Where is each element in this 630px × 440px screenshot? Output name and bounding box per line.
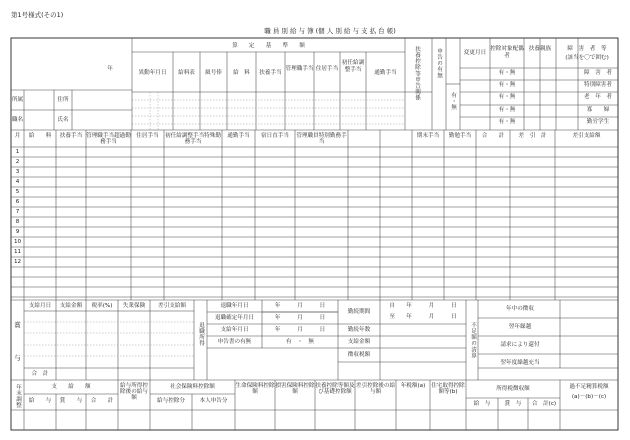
ye-col: 生命保険料控除額 bbox=[235, 383, 275, 395]
shougaisha-type: 老 年 者 bbox=[584, 94, 612, 100]
bonus-label-1: 賞 bbox=[14, 321, 21, 329]
bonus-col-header: 失業保険 bbox=[122, 303, 146, 309]
shotoku-sub: 給 与 bbox=[473, 401, 491, 407]
fuyou-shinzoku-label: 扶養親族 bbox=[528, 46, 552, 52]
monthly-header-cell: 給 料 bbox=[28, 133, 52, 139]
fusoku-row: 翌年度繰越充当 bbox=[500, 360, 540, 366]
umu-value: 有・無 bbox=[498, 82, 516, 88]
shougaisha-label: 障 害 者 等 bbox=[567, 46, 607, 52]
ye-col: 所得税徴収額 bbox=[496, 386, 530, 392]
ye-sub: 給与控除分 bbox=[157, 398, 185, 404]
col-kanrishoku: 管理職手当 bbox=[285, 66, 314, 72]
shougaisha-type: 障 害 者 bbox=[584, 70, 612, 76]
fusoku-label: 不足額の清算 bbox=[470, 322, 476, 359]
month-number: 1 bbox=[15, 149, 20, 155]
month-number: 2 bbox=[15, 159, 20, 165]
bonus-col-header: 支給月日 bbox=[28, 303, 52, 309]
month-number: 3 bbox=[15, 169, 20, 175]
month-number: 8 bbox=[15, 219, 20, 225]
monthly-header-cell: 初任給調整手当特殊勤務手当 bbox=[165, 133, 221, 145]
shokumei-label: 職名 bbox=[11, 117, 24, 123]
shinkoku-umu-label: 申告の有無 bbox=[436, 48, 442, 79]
ye-col: 給与所得控除後の給与額 bbox=[120, 383, 148, 401]
month-number: 9 bbox=[15, 229, 20, 235]
fusoku-row: 請求により還付 bbox=[500, 342, 540, 348]
month-number: 7 bbox=[15, 209, 20, 215]
ye-col: 社会保険料控除額 bbox=[170, 384, 215, 390]
year-label: 年 bbox=[107, 66, 113, 72]
monthly-header-cell: 宿日直手当 bbox=[261, 133, 289, 139]
shotoku-sub: 賞 与 bbox=[504, 401, 522, 407]
monthly-header-cell: 通勤手当 bbox=[227, 133, 250, 139]
bonus-col-header: 税率(%) bbox=[91, 303, 113, 309]
ari-nashi: 有・無 bbox=[450, 92, 456, 111]
fusoku-row: 翌年繰越 bbox=[508, 324, 532, 330]
kinzoku-to: 至 年 月 日 bbox=[389, 314, 457, 320]
year-end-label: 年末調整 bbox=[15, 384, 21, 409]
monthly-header-cell: 差引支給額 bbox=[572, 133, 601, 139]
month-number: 12 bbox=[13, 259, 22, 265]
shougaisha-note: (該当を〇で囲む) bbox=[565, 55, 609, 61]
bonus-label-2: 与 bbox=[14, 354, 21, 362]
shougaisha-type: 特別障害者 bbox=[584, 82, 612, 88]
monthly-header-cell: 勤勉手当 bbox=[448, 133, 472, 139]
ye-col: 住宅取得控除額等(b) bbox=[431, 383, 465, 395]
col-fuyou: 扶養手当 bbox=[259, 70, 282, 76]
form-title: 職 員 別 給 与 簿 (個 人 別 給 与 支 払 台 帳) bbox=[264, 27, 396, 35]
monthly-header-cell: 差 引 計 bbox=[518, 133, 547, 139]
month-number: 4 bbox=[15, 179, 20, 185]
kinzoku-label: 徴収税額 bbox=[347, 352, 371, 358]
ye-col: 差引控除後の給与額 bbox=[355, 383, 396, 395]
monthly-header-cell: 住居手当 bbox=[136, 133, 159, 139]
col-idou: 異動年月日 bbox=[138, 70, 167, 76]
koujo-taishou-label: 控除対象配偶者 bbox=[490, 46, 524, 59]
shougaisha-type: 寡 婦 bbox=[586, 107, 610, 113]
month-number: 11 bbox=[13, 249, 22, 255]
shikyuu-sub: 賞 与 bbox=[59, 398, 83, 404]
shikyuu-sub: 合 計 bbox=[90, 398, 114, 404]
retire-row-label: 支給年月日 bbox=[220, 327, 249, 333]
retire-row-label: 退職確定年月日 bbox=[214, 315, 255, 321]
monthly-header-cell: 扶養手当 bbox=[59, 133, 83, 139]
monthly-header-cell: 期末手当 bbox=[416, 133, 440, 139]
col-tsuukin: 通勤手当 bbox=[374, 70, 397, 76]
retire-row-value: 年 月 日 bbox=[274, 303, 326, 309]
col-shoninkyuu: 初任給調整手当 bbox=[341, 60, 365, 73]
col-kyuugouhou: 級号俸 bbox=[205, 70, 222, 76]
bonus-col-header: 差引支給額 bbox=[158, 303, 186, 309]
month-number: 5 bbox=[15, 189, 20, 195]
monthly-header-cell: 管理職員特別勤務手当 bbox=[296, 133, 347, 145]
monthly-header-cell: 合 計 bbox=[481, 133, 505, 139]
retire-label: 退職所得 bbox=[198, 322, 204, 347]
ye-col: 過不足精算税額 bbox=[569, 384, 609, 390]
retire-row-value: 年 月 日 bbox=[274, 315, 326, 321]
shimei-label: 氏名 bbox=[57, 117, 69, 123]
ye-sub: 本人申告分 bbox=[199, 398, 228, 404]
retire-row-value: 年 月 日 bbox=[274, 327, 326, 333]
fusoku-row: 年中の徴収 bbox=[506, 306, 534, 312]
kinzoku-label: 勤続期間 bbox=[347, 309, 371, 315]
month-number: 10 bbox=[13, 239, 22, 245]
form-number: 第1号様式(その1) bbox=[11, 11, 64, 19]
kinzoku-from: 自 年 月 日 bbox=[389, 303, 457, 309]
santei-header: 算 定 基 準 額 bbox=[232, 43, 305, 49]
month-number: 6 bbox=[15, 199, 20, 205]
umu-value: 有・無 bbox=[498, 107, 516, 113]
bonus-total: 合 計 bbox=[31, 371, 49, 377]
retire-row-value: 有 ・ 無 bbox=[286, 339, 314, 345]
umu-value: 有・無 bbox=[498, 119, 516, 125]
bonus-col-header: 支給金額 bbox=[59, 303, 83, 309]
umu-value: 有・無 bbox=[498, 94, 516, 100]
shozoku-label: 所属 bbox=[11, 97, 24, 103]
kinzoku-label: 支給金額 bbox=[347, 339, 371, 345]
umu-value: 有・無 bbox=[498, 70, 516, 76]
col-kyuuryouhyou: 給料表 bbox=[178, 70, 195, 76]
shikyuu-label: 支 給 額 bbox=[51, 384, 91, 390]
kinzoku-label: 勤続年数 bbox=[347, 327, 371, 333]
retire-row-label: 退職年月日 bbox=[220, 303, 249, 309]
fuyou-shinkoku-label: 扶養控除等申告関係 bbox=[414, 46, 420, 101]
jusho-label: 住所 bbox=[57, 97, 69, 103]
shotoku-sub: 合 計(c) bbox=[531, 401, 557, 407]
monthly-header-cell: 月 bbox=[14, 133, 21, 139]
monthly-header-cell: 管理職手当超過勤務手当 bbox=[86, 133, 131, 145]
ye-col: 扶養控除等額及び基礎控除額 bbox=[315, 383, 355, 395]
shikyuu-sub: 給 与 bbox=[28, 398, 52, 404]
ye-col: 年税額(a) bbox=[400, 383, 426, 389]
ye-col: 損害保険料控除額 bbox=[275, 383, 315, 395]
col-kyuuryou: 給 料 bbox=[233, 70, 250, 76]
ye-formula: (a)－(b)－(c) bbox=[571, 394, 607, 400]
shougaisha-type: 勤労学生 bbox=[586, 119, 610, 125]
col-jukyo: 住居手当 bbox=[315, 66, 339, 72]
retire-row-label: 申告書の有無 bbox=[217, 339, 252, 345]
henkou-label: 変更月日 bbox=[463, 50, 487, 56]
